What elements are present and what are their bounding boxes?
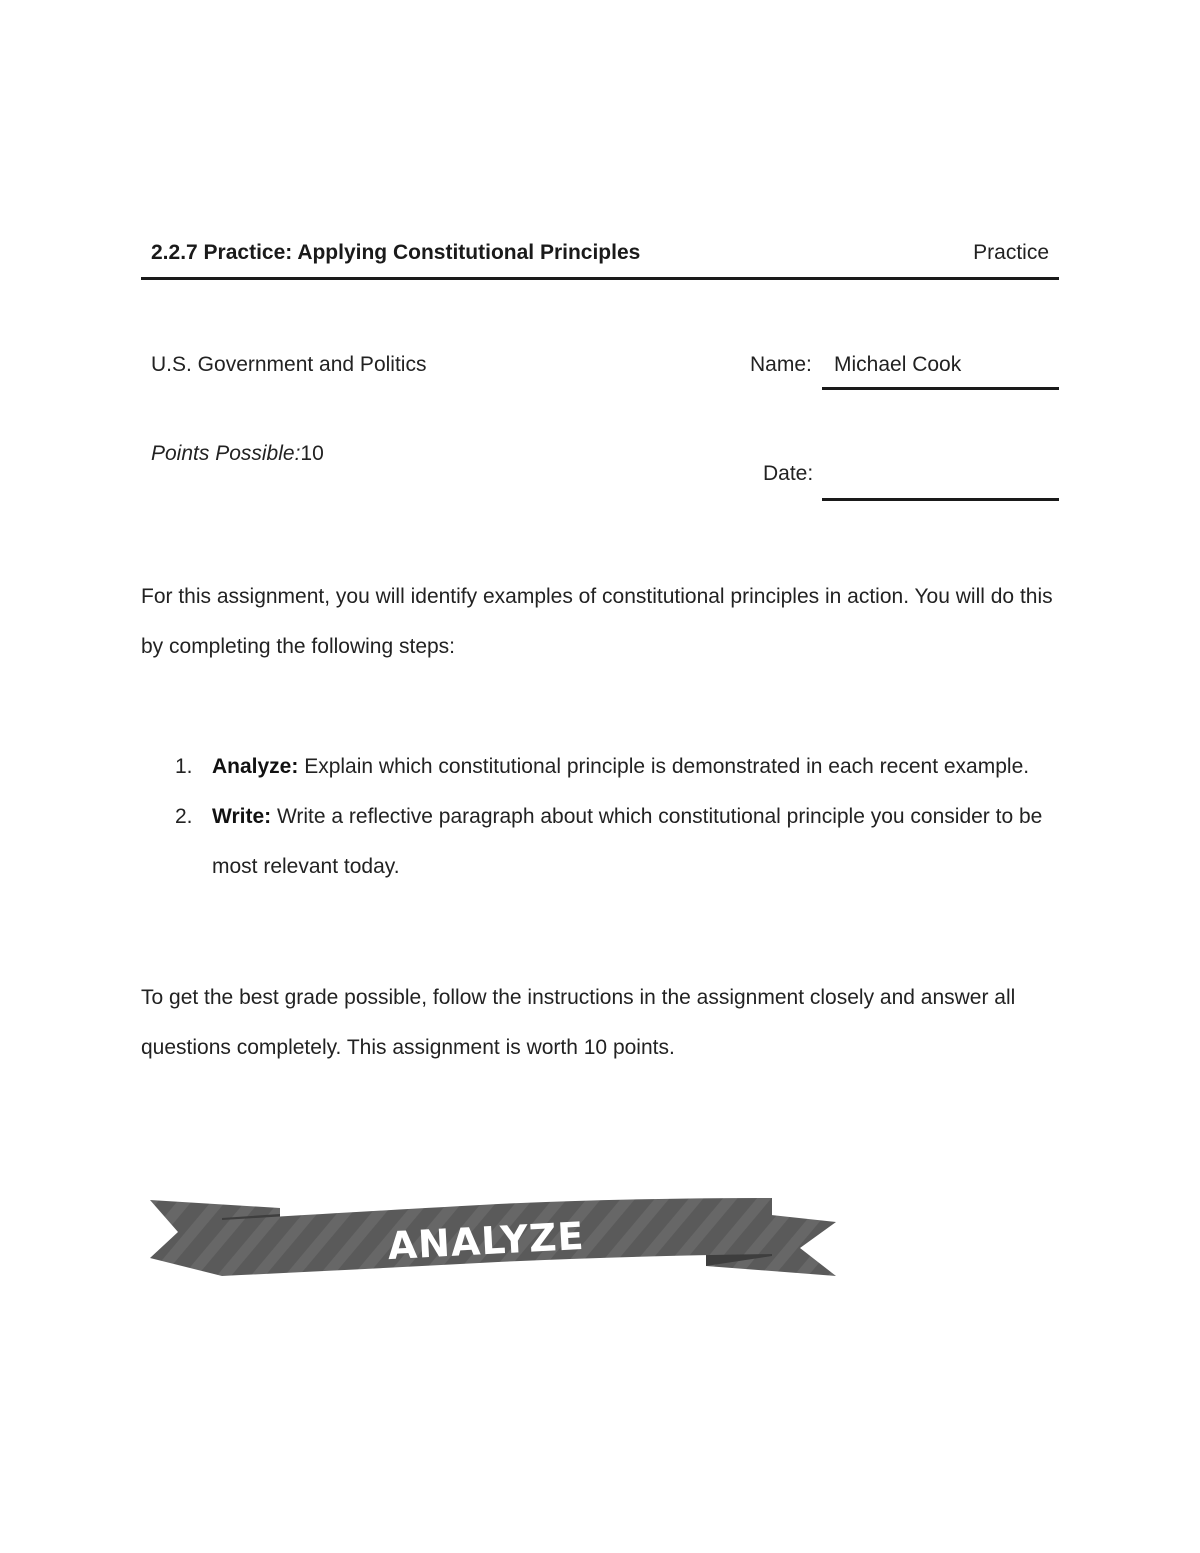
step-term: Write:	[212, 805, 272, 828]
document-title: 2.2.7 Practice: Applying Constitutional Principles	[151, 241, 641, 264]
steps-list	[141, 742, 1061, 892]
points-label: Points Possible:	[151, 442, 301, 465]
points-possible	[151, 442, 324, 466]
title-divider	[141, 277, 1059, 280]
name-underline	[822, 387, 1059, 390]
step-analyze	[141, 742, 1061, 792]
banner-label: ANALYZE	[386, 1213, 586, 1269]
name-label: Name:	[750, 353, 812, 376]
course-name: U.S. Government and Politics	[151, 353, 427, 376]
step-write	[141, 792, 1061, 892]
name-field[interactable]: Michael Cook	[834, 353, 962, 376]
step-text: Explain which constitutional principle is demonstrated in each recent example.	[298, 755, 1030, 778]
step-number: 1.	[175, 755, 193, 778]
analyze-banner	[148, 1196, 838, 1280]
step-term: Analyze:	[212, 755, 299, 778]
date-field[interactable]	[822, 498, 1059, 501]
points-value: 10	[300, 442, 324, 465]
step-text: Write a reflective paragraph about which constitutional principle you consider to be most relevant today.	[212, 805, 1043, 878]
outro-paragraph: To get the best grade possible, follow the instructions in the assignment closely and answer all questions completely. This assignment is worth 10 points.	[141, 986, 1016, 1059]
date-label: Date:	[763, 462, 814, 485]
step-number: 2.	[175, 805, 193, 828]
intro-paragraph: For this assignment, you will identify examples of constitutional principles in action. You will do this by completing the following steps:	[141, 585, 1053, 658]
document-type-label: Practice	[973, 241, 1049, 264]
